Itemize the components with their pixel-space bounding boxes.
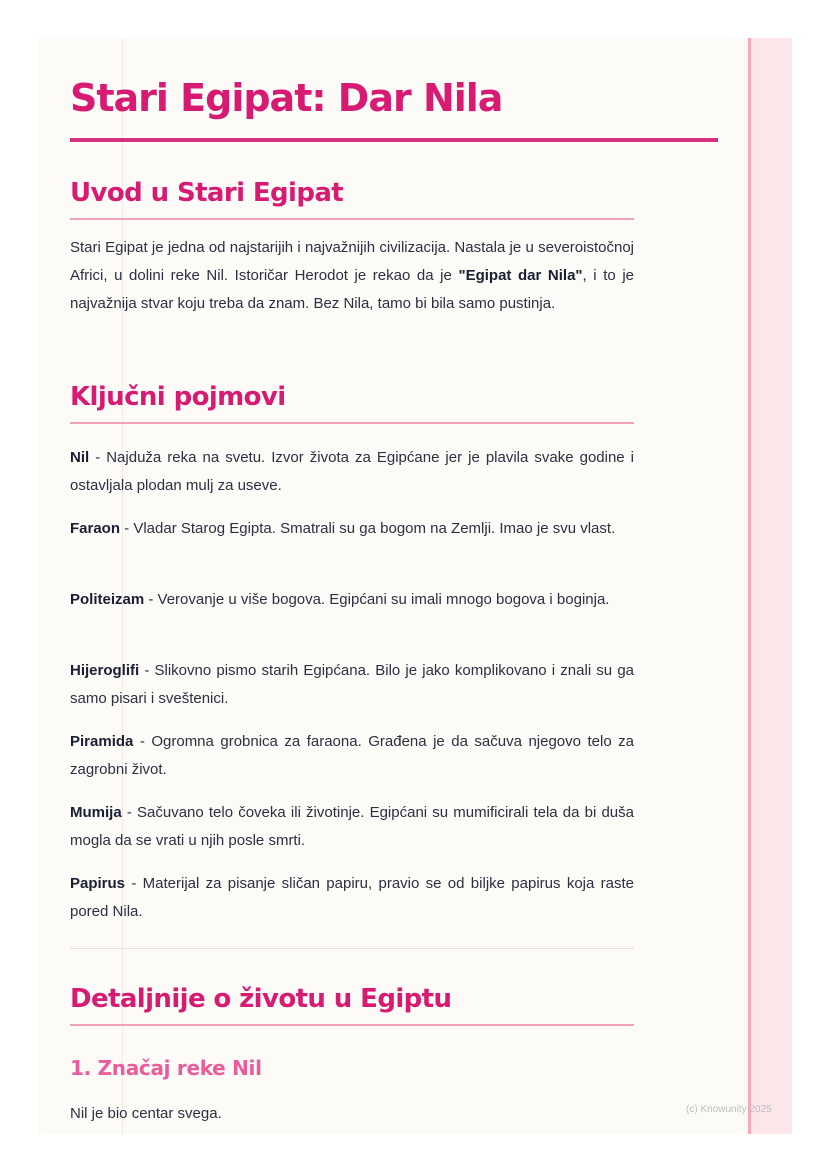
intro-bold-quote: "Egipat dar Nila" [458, 267, 583, 284]
term-item [70, 870, 634, 926]
term-item [70, 728, 634, 784]
copyright-footer: (c) Knowunity 2025 [686, 1104, 772, 1115]
key-terms-heading-rule [70, 422, 634, 424]
section-divider [70, 948, 634, 949]
key-terms-section [70, 382, 634, 424]
term-definition: - Verovanje u više bogova. Egipćani su imali mnogo bogova i boginja. [144, 591, 610, 608]
margin-line [748, 38, 751, 1134]
intro-section [70, 178, 634, 318]
term-definition: - Ogromna grobnica za faraona. Građena je da sačuva njegovo telo za zagrobni život. [70, 733, 634, 778]
details-heading-rule [70, 1024, 634, 1026]
term-item [70, 657, 634, 713]
intro-heading: Uvod u Stari Egipat [70, 178, 344, 208]
details-subheading: 1. Značaj reke Nil [70, 1056, 262, 1080]
term-name: Nil [70, 449, 90, 466]
term-name: Papirus [70, 875, 126, 892]
intro-text-after: , i to je najvažnija stvar koju treba da znam. Bez Nila, tamo bi bila samo pustinja. [70, 267, 634, 312]
intro-text-before: Stari Egipat je jedna od najstarijih i najvažnijih civilizacija. Nastala je u severoistočnoj Africi, u dolini reke Nil. Istoričar Herodot je rekao da je [70, 239, 634, 284]
term-name: Hijeroglifi [70, 662, 140, 679]
details-paragraph: Nil je bio centar svega. [70, 1105, 222, 1122]
term-definition: - Vladar Starog Egipta. Smatrali su ga bogom na Zemlji. Imao je svu vlast. [120, 520, 616, 537]
term-name: Mumija [70, 804, 122, 821]
term-name: Faraon [70, 520, 121, 537]
term-item [70, 586, 634, 614]
term-item [70, 515, 634, 543]
term-item [70, 444, 634, 500]
title-rule [70, 138, 718, 142]
key-terms-heading: Ključni pojmovi [70, 382, 286, 412]
term-name: Piramida [70, 733, 134, 750]
intro-paragraph [70, 234, 634, 318]
term-name: Politeizam [70, 591, 145, 608]
note-page [38, 38, 792, 1134]
details-section [70, 984, 634, 1026]
term-definition: - Sačuvano telo čoveka ili životinje. Egipćani su mumificirali tela da bi duša mogla da se vrati u njih posle smrti. [70, 804, 634, 849]
term-definition: - Materijal za pisanje sličan papiru, pravio se od biljke papirus koja raste pored Nila. [70, 875, 634, 920]
margin-band [748, 38, 792, 1134]
term-item [70, 799, 634, 855]
details-heading: Detaljnije o životu u Egiptu [70, 984, 452, 1014]
term-definition: - Najduža reka na svetu. Izvor života za Egipćane jer je plavila svake godine i ostavljala plodan mulj za useve. [70, 449, 634, 494]
term-definition: - Slikovno pismo starih Egipćana. Bilo je jako komplikovano i znali su ga samo pisari i sveštenici. [70, 662, 634, 707]
page-title: Stari Egipat: Dar Nila [70, 76, 503, 120]
intro-heading-rule [70, 218, 634, 220]
